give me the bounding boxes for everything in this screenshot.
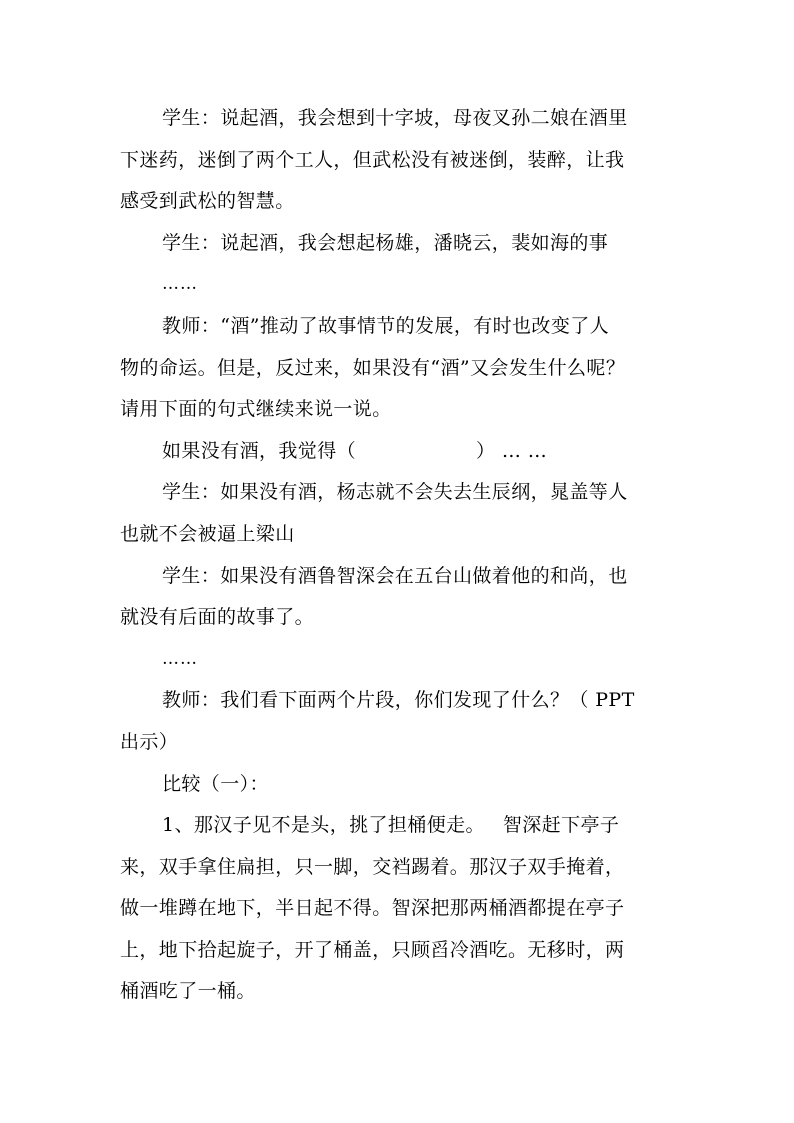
paragraph-line: 出示） [120,730,179,753]
paragraph-line: 物的命运。但是，反过来，如果没有“酒”又会发生什么呢？ [120,356,626,379]
excerpt-line-start: 1、那汉子见不是头，挑了担桶便走。 [162,814,485,837]
sentence-pattern-start: 如果没有酒，我觉得（ [162,439,357,462]
excerpt-line [120,805,676,847]
sentence-pattern-line [120,431,676,473]
excerpt-line: 上，地下拾起旋子，开了桶盖，只顾舀冷酒吃。无移时，两 [120,938,625,961]
ellipsis-line: …… [162,274,198,295]
paragraph-line: 学生：如果没有酒鲁智深会在五台山做着他的和尚，也 [162,564,628,587]
document-body [120,98,676,1013]
paragraph-line: 学生：如果没有酒，杨志就不会失去生辰纲，晁盖等人 [162,481,628,504]
paragraph-line: 就没有后面的故事了。 [120,606,315,629]
paragraph-line: 学生：说起酒，我会想到十字坡，母夜叉孙二娘在酒里 [162,107,628,129]
paragraph-line: 下迷药，迷倒了两个工人，但武松没有被迷倒，装醉，让我 [120,148,625,171]
excerpt-line: 桶酒吃了一桶。 [120,980,256,1003]
ellipsis-line: …… [162,648,198,669]
excerpt-line: 来，双手拿住扁担，只一脚，交裆踢着。那汉子双手掩着， [120,855,625,878]
sentence-pattern-end: ） … … [476,439,548,462]
paragraph-line: 感受到武松的智慧。 [120,190,295,213]
paragraph-line: 教师：“酒”推动了故事情节的发展，有时也改变了人 [162,314,610,337]
paragraph-line: 教师：我们看下面两个片段，你们发现了什么？（ PPT [162,689,635,712]
paragraph-line: 学生：说起酒，我会想起杨雄，潘晓云，裴如海的事 [162,231,609,254]
paragraph-line: 也就不会被逼上梁山 [120,522,295,545]
paragraph-line: 请用下面的句式继续来说一说。 [120,398,392,421]
excerpt-line: 做一堆蹲在地下，半日起不得。智深把那两桶酒都提在亭子 [120,897,625,920]
section-heading: 比较（一）： [162,772,269,795]
excerpt-line-end: 智深赶下亭子 [502,814,620,837]
